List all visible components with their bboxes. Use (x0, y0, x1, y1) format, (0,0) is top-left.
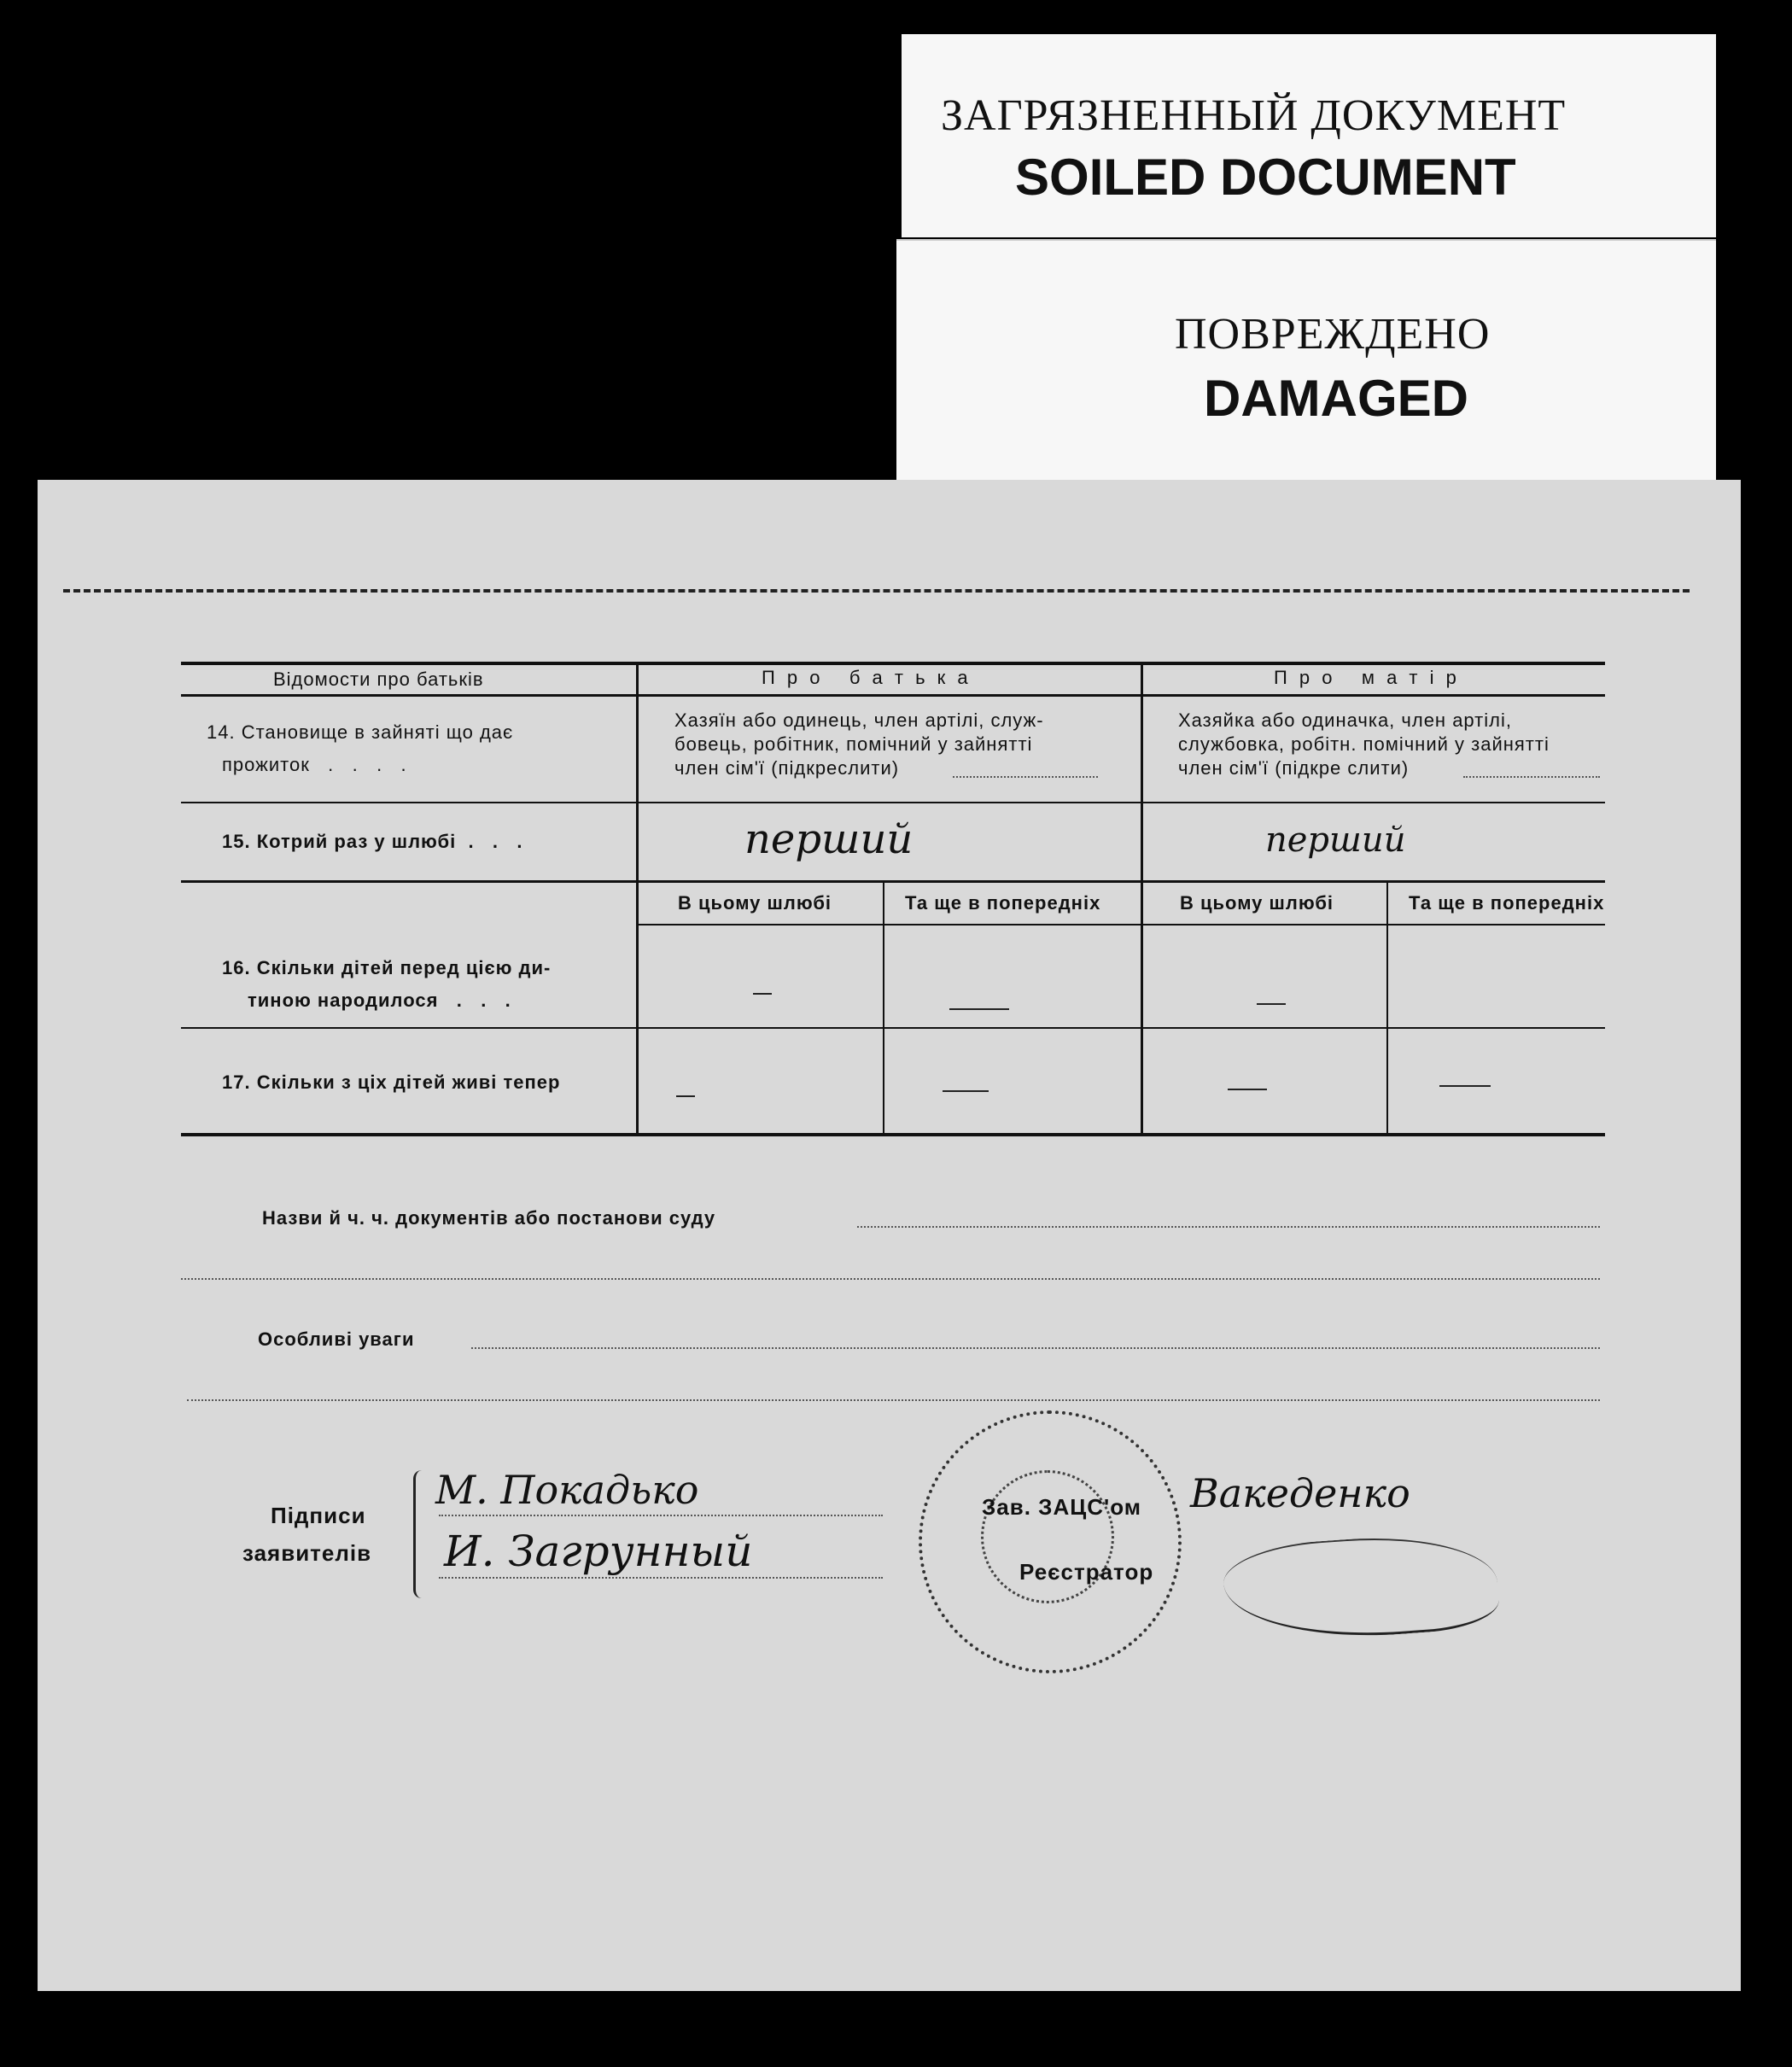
applicant-signature-1: М. Покадько (435, 1467, 699, 1513)
row15-label: 15. Котрий раз у шлюбі . . . (222, 831, 523, 852)
documents-field (857, 1226, 1600, 1228)
sub-father-in-previous: Та ще в попередніх (905, 892, 1101, 914)
documents-label: Назви й ч. ч. документів або постанови суду (262, 1207, 716, 1229)
row14-father-1: Хазяїн або одинець, член артілі, служ- (674, 709, 1044, 731)
perforation-line (63, 589, 1690, 593)
head-label: Зав. ЗАЦС'ом (982, 1494, 1141, 1520)
soiled-label-en: SOILED DOCUMENT (1015, 149, 1516, 206)
notes-field (471, 1347, 1600, 1349)
header-father: П р о б а т ь к а (762, 667, 972, 688)
row14-label-1: 14. Становище в зайняті що дає (207, 721, 514, 743)
row16-label-2: тиною народилося . . . (248, 990, 511, 1011)
sub-father-in-marriage: В цьому шлюбі (678, 892, 832, 914)
soiled-label-ru: ЗАГРЯЗНЕННЫЙ ДОКУМЕНТ (941, 91, 1567, 140)
document-sheet (38, 480, 1741, 1991)
sub-mother-in-marriage: В цьому шлюбі (1180, 892, 1334, 914)
head-signature: Вакеденко (1190, 1470, 1410, 1516)
parents-info-table (181, 662, 1605, 1140)
row15-mother-handwritten: перший (1265, 820, 1406, 860)
signatures-label-2: заявителів (242, 1540, 372, 1566)
header-mother: П р о м а т і р (1274, 667, 1460, 688)
row15-father-handwritten: перший (744, 815, 914, 863)
registrar-signature (1221, 1529, 1500, 1646)
notes-label: Особливі уваги (258, 1328, 415, 1350)
row14-mother-3: член сім'ї (підкре слити) (1178, 757, 1410, 779)
signatures-brace (413, 1470, 428, 1598)
damaged-label (896, 239, 1716, 482)
row14-label-2: прожиток . . . . (222, 754, 407, 775)
row16-label-1: 16. Скільки дітей перед цією ди- (222, 957, 552, 978)
registrar-label: Реєстратор (1019, 1559, 1154, 1585)
header-parents-info: Відомости про батьків (273, 669, 484, 690)
signatures-label-1: Підписи (271, 1503, 366, 1528)
row17-label: 17. Скільки з ціх дітей живі тепер (222, 1071, 561, 1093)
row14-father-3: член сім'ї (підкреслити) (674, 757, 900, 779)
row14-father-2: бовець, робітник, помічний у зайнятті (674, 733, 1033, 755)
applicant-signature-2: И. Загрунный (444, 1527, 753, 1576)
sub-mother-in-previous: Та ще в попередніх (1409, 892, 1605, 914)
soiled-label (902, 34, 1716, 237)
damaged-label-en: DAMAGED (1204, 370, 1468, 427)
row14-mother-2: службовка, робітн. помічний у зайнятті (1178, 733, 1550, 755)
damaged-label-ru: ПОВРЕЖДЕНО (1175, 310, 1491, 359)
row14-mother-1: Хазяйка або одиначка, член артілі, (1178, 709, 1512, 731)
